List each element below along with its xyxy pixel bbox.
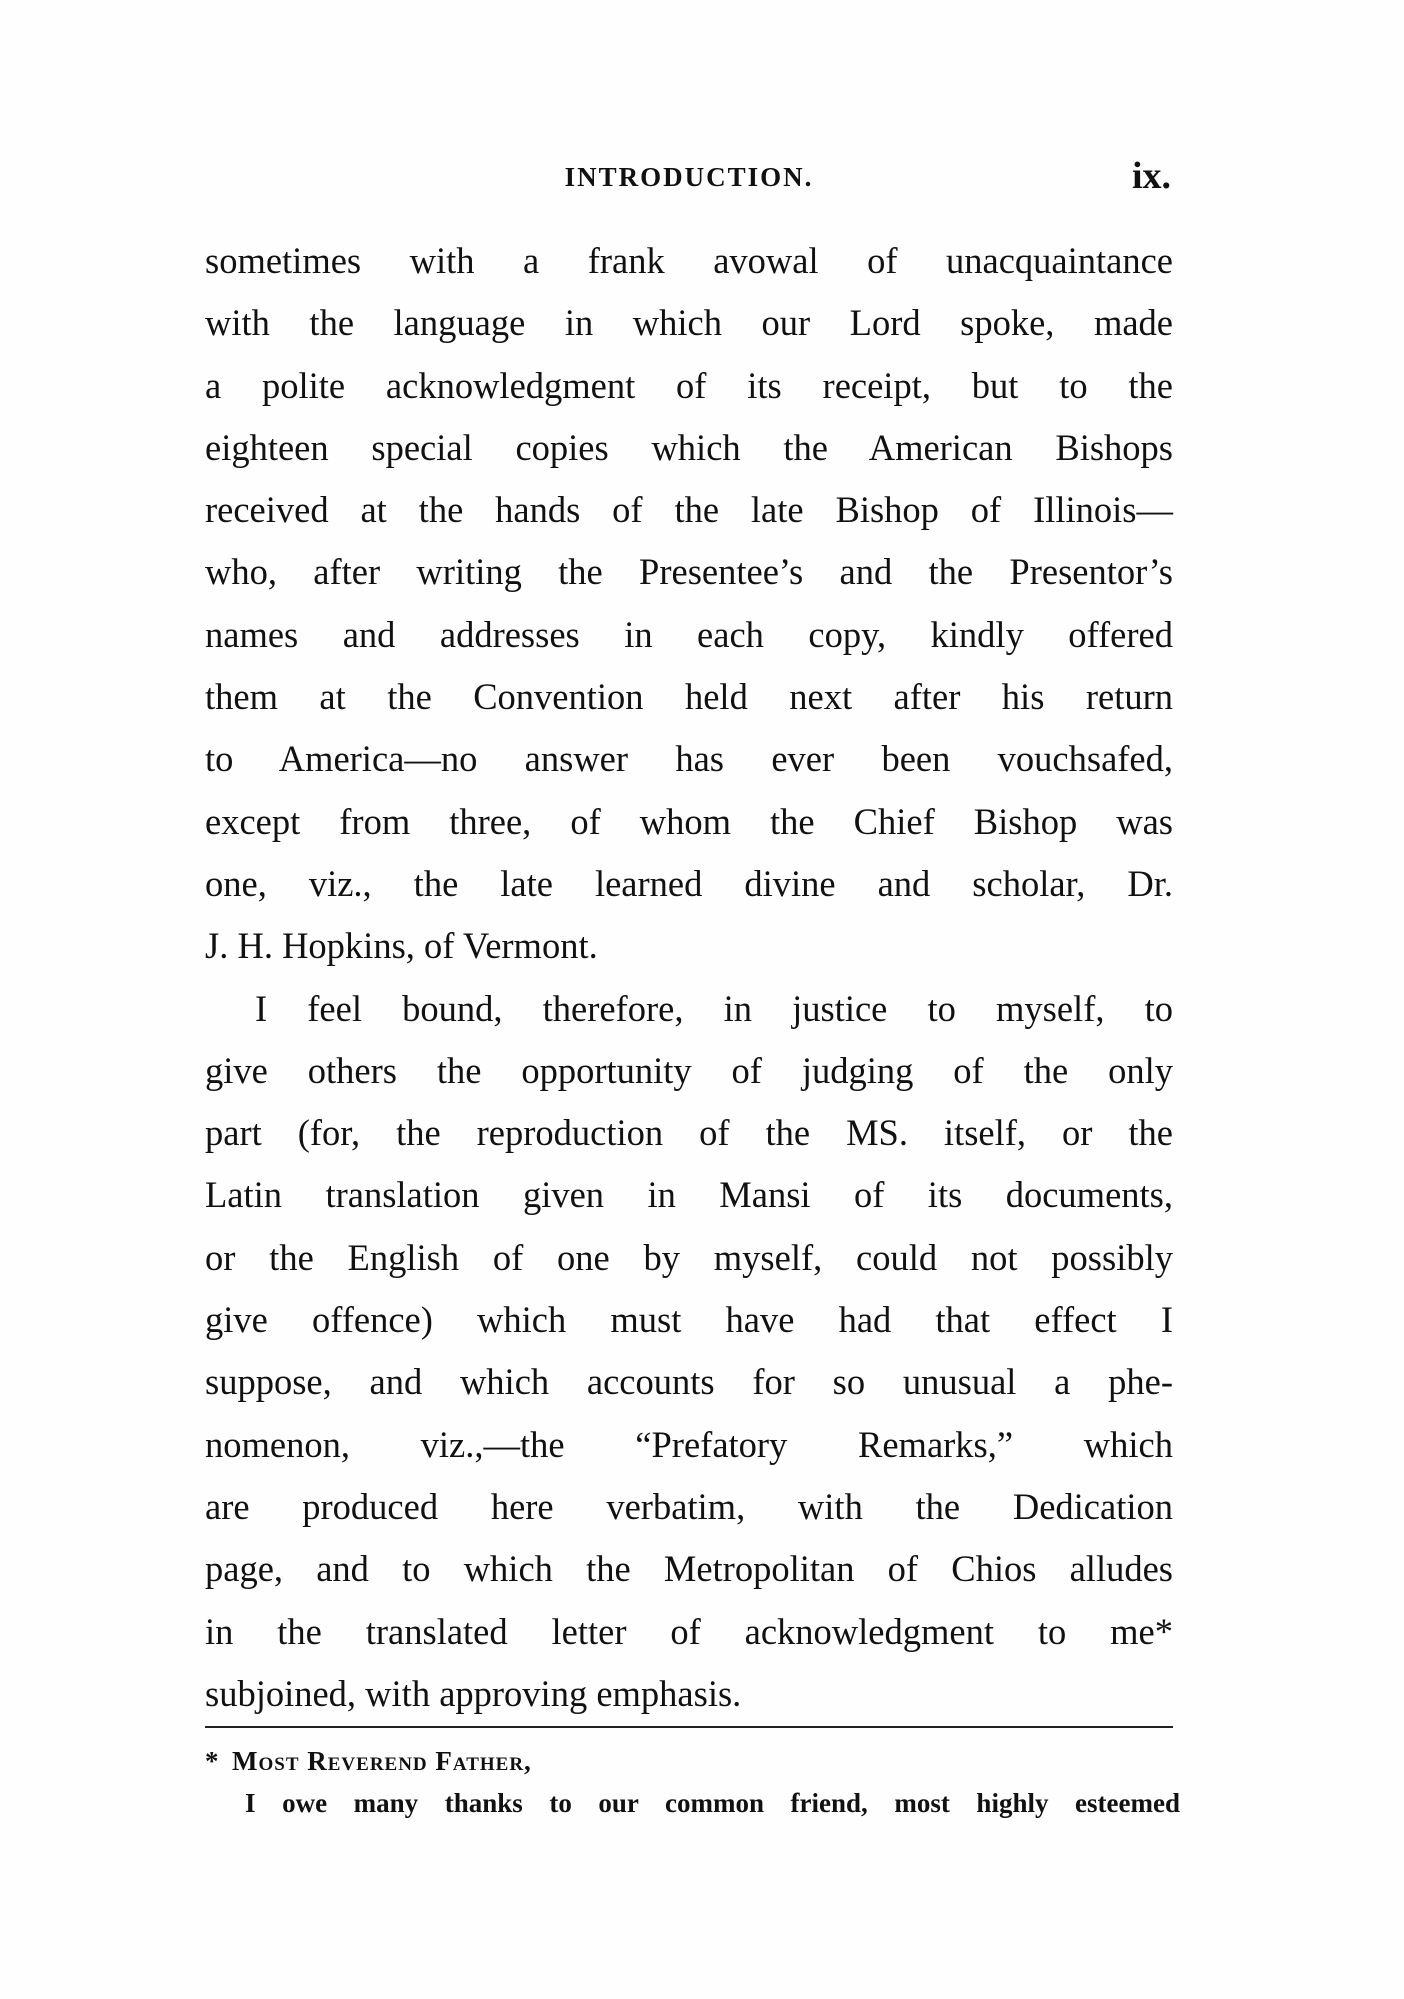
text-line: part (for, the reproduction of the MS. itself, or the [205, 1112, 1173, 1154]
text-line: except from three, of whom the Chief Bishop was [205, 800, 1173, 842]
footnote-salutation: Most Reverend Father, [232, 1746, 532, 1776]
text-line: to America—no answer has ever been vouchsafed, [205, 738, 1173, 780]
paragraph-end-line: J. H. Hopkins, of Vermont. [205, 925, 598, 967]
footnote [205, 1740, 1180, 1824]
text-line: give others the opportunity of judging of the only [205, 1049, 1173, 1091]
text-line: a polite acknowledgment of its receipt, but to the [205, 364, 1173, 406]
text-line: them at the Convention held next after his return [205, 676, 1173, 718]
text-line: in the translated letter of acknowledgment to me* [205, 1610, 1173, 1652]
text-line: names and addresses in each copy, kindly offered [205, 613, 1173, 655]
footnote-text: I owe many thanks to our common friend, most highly esteemed [245, 1788, 1180, 1818]
text-line: page, and to which the Metropolitan of Chios alludes [205, 1548, 1173, 1590]
text-line: eighteen special copies which the American Bishops [205, 426, 1173, 468]
text-line: one, viz., the late learned divine and scholar, Dr. [205, 862, 1173, 904]
footnote-heading [205, 1740, 1180, 1782]
body-text [205, 230, 1173, 1725]
running-head [205, 155, 1173, 198]
footnote-marker: * [205, 1746, 219, 1776]
text-line: who, after writing the Presentee’s and the Presentor’s [205, 551, 1173, 593]
text-line: received at the hands of the late Bishop of Illinois— [205, 489, 1173, 531]
text-line: with the language in which our Lord spoke, made [205, 302, 1173, 344]
text-line: Latin translation given in Mansi of its documents, [205, 1174, 1173, 1216]
text-line: suppose, and which accounts for so unusual a phe- [205, 1361, 1173, 1403]
text-line: give offence) which must have had that effect I [205, 1299, 1173, 1341]
text-line: are produced here verbatim, with the Dedication [205, 1485, 1173, 1527]
footnote-divider [205, 1726, 1173, 1728]
text-line: nomenon, viz.,—the “Prefatory Remarks,” which [205, 1423, 1173, 1465]
text-line: sometimes with a frank avowal of unacquaintance [205, 240, 1173, 281]
paragraph-end-line: subjoined, with approving emphasis. [205, 1672, 742, 1714]
running-title: INTRODUCTION. [564, 162, 814, 192]
paragraph-start-line: I feel bound, therefore, in justice to myself, to [255, 987, 1173, 1029]
page-number: ix. [1131, 155, 1171, 197]
text-line: or the English of one by myself, could not possibly [205, 1236, 1173, 1278]
